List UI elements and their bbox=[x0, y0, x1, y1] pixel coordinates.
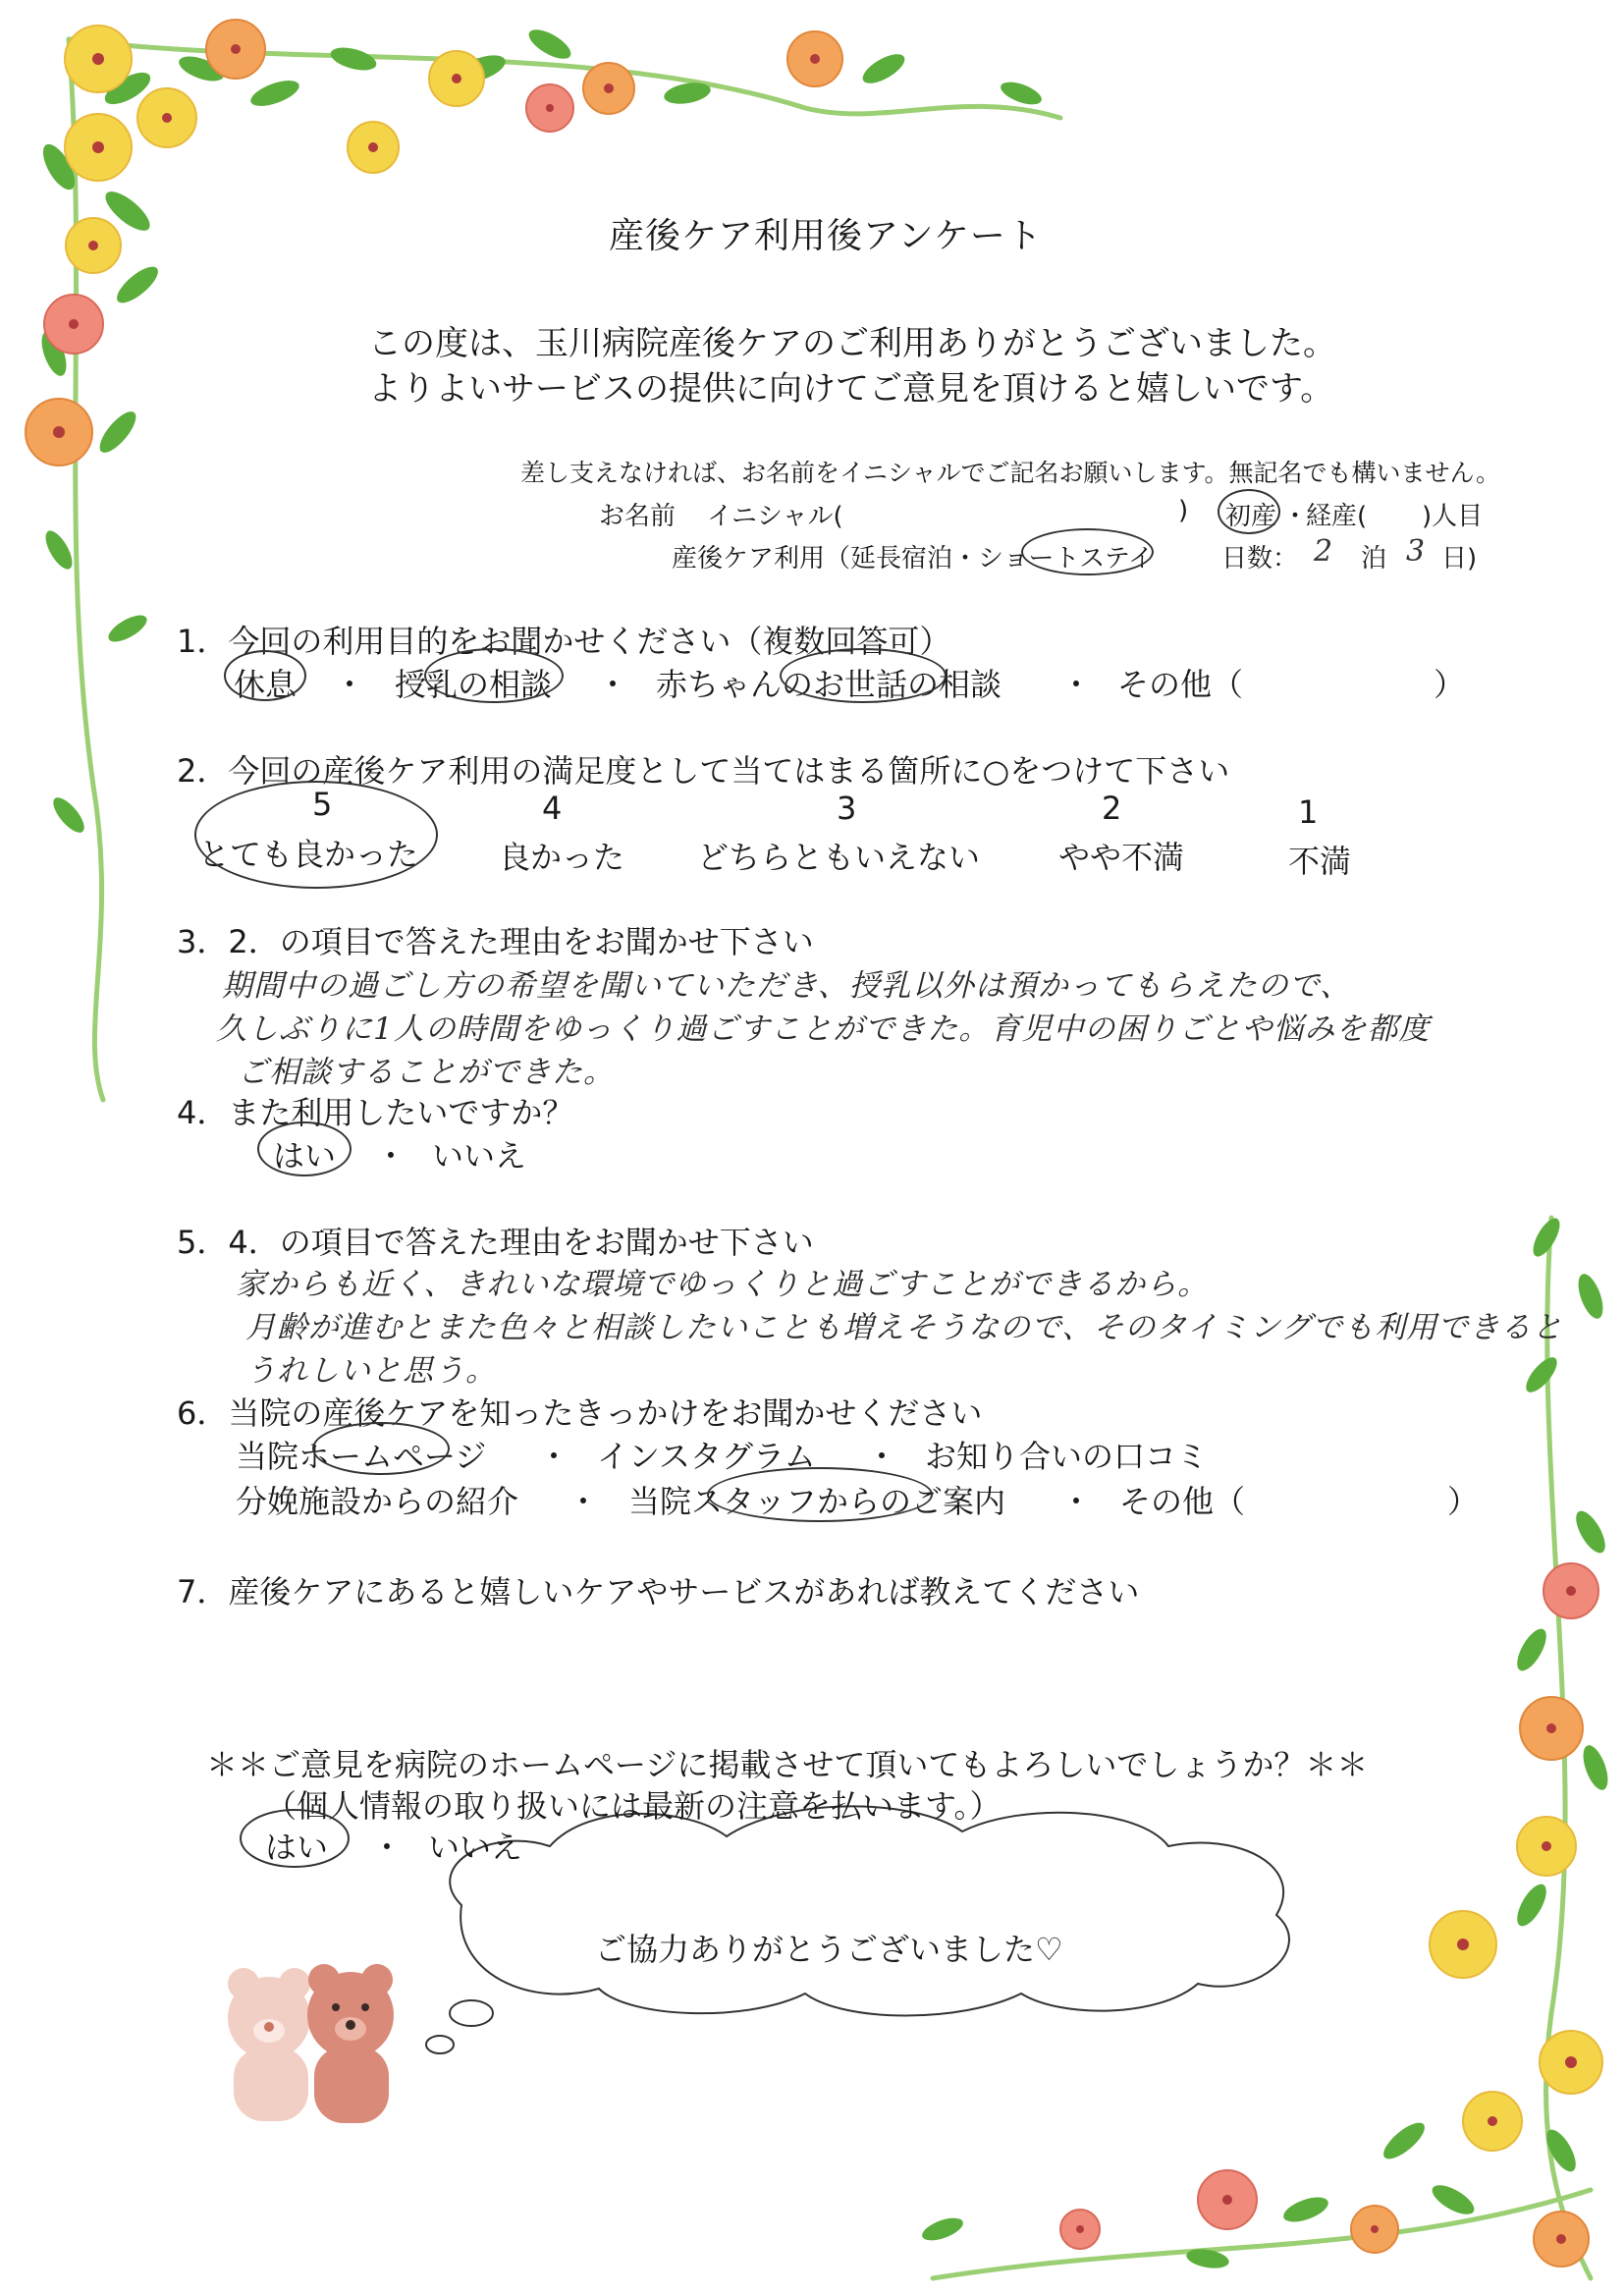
q6-sep-3: ・ bbox=[568, 1483, 600, 1520]
q5-answer-line-2: 月齢が進むとまた色々と相談したいことも増えそうなので、そのタイミングでも利用できると bbox=[245, 1310, 1564, 1345]
q6-option-other[interactable]: その他（ bbox=[1119, 1483, 1246, 1520]
nights-value[interactable]: 2 bbox=[1314, 534, 1333, 569]
days-value[interactable]: 3 bbox=[1406, 534, 1426, 569]
initial-label: イニシャル( bbox=[707, 502, 843, 531]
q2-text-4[interactable]: 良かった bbox=[499, 839, 625, 876]
q1-option-baby-care[interactable]: 赤ちゃんのお世話の相談 bbox=[656, 666, 1002, 703]
q6-sep-4: ・ bbox=[1060, 1483, 1093, 1520]
multi-birth-option[interactable]: 経産( bbox=[1306, 502, 1368, 531]
intro-line-1: この度は、玉川病院産後ケアのご利用ありがとうございました。 bbox=[368, 324, 1336, 363]
usage-label: 産後ケア利用（延長宿泊・ショートステイ bbox=[672, 544, 1154, 574]
publish-no-option[interactable]: いいえ bbox=[428, 1829, 523, 1866]
name-label: お名前 bbox=[599, 502, 677, 531]
q6-homepage-circle bbox=[312, 1422, 450, 1475]
q5-answer-line-1: 家からも近く、きれいな環境でゆっくりと過ごすことができるから。 bbox=[236, 1267, 1210, 1302]
publish-sep: ・ bbox=[371, 1829, 404, 1866]
q6-option-instagram[interactable]: インスタグラム bbox=[597, 1438, 816, 1475]
q2-num-1: 1 bbox=[1298, 793, 1319, 831]
q6-option-homepage[interactable]: 当院ホームページ bbox=[236, 1438, 487, 1475]
q1-baby-care-circle bbox=[780, 648, 947, 703]
q3-answer-line-2: 久しぶりに1人の時間をゆっくり過ごすことができた。育児中の困りごとや悩みを都度 bbox=[216, 1011, 1431, 1047]
first-birth-option[interactable]: 初産 bbox=[1225, 502, 1277, 531]
q6-sep-2: ・ bbox=[866, 1438, 898, 1475]
q2-num-5: 5 bbox=[312, 786, 333, 823]
publish-yes-option[interactable]: はい bbox=[265, 1829, 329, 1866]
thanks-message: ご協力ありがとうございました♡ bbox=[595, 1931, 1063, 1968]
name-sep: ・ bbox=[1282, 502, 1309, 531]
q6-option-delivery-facility[interactable]: 分娩施設からの紹介 bbox=[236, 1483, 519, 1520]
q4-yes-circle bbox=[257, 1121, 352, 1176]
q6-label: 6．当院の産後ケアを知ったきっかけをお聞かせください bbox=[177, 1394, 983, 1432]
q2-label: 2．今回の産後ケア利用の満足度として当てはまる箇所に○をつけて下さい bbox=[177, 752, 1230, 790]
publish-question: ＊＊ご意見を病院のホームページに掲載させて頂いてもよろしいでしょうか？＊＊ bbox=[206, 1746, 1369, 1783]
q3-answer-line-3: ご相談することができた。 bbox=[238, 1055, 615, 1090]
q6-sep-1: ・ bbox=[538, 1438, 570, 1475]
q7-label: 7．産後ケアにあると嬉しいケアやサービスがあれば教えてください bbox=[177, 1573, 1140, 1611]
q1-feeding-circle bbox=[424, 648, 564, 703]
q2-text-5[interactable]: とても良かった bbox=[198, 836, 419, 873]
q2-num-3: 3 bbox=[837, 790, 857, 827]
q3-label: 3．2．の項目で答えた理由をお聞かせ下さい bbox=[177, 923, 814, 960]
q1-rest-circle bbox=[224, 650, 306, 701]
first-birth-circle bbox=[1218, 489, 1280, 534]
q4-label: 4．また利用したいですか？ bbox=[177, 1094, 574, 1131]
q1-sep-3: ・ bbox=[1060, 666, 1093, 703]
q4-sep: ・ bbox=[375, 1137, 407, 1175]
q1-option-other[interactable]: その他（ bbox=[1117, 666, 1244, 703]
page-title: 産後ケア利用後アンケート bbox=[609, 216, 1043, 256]
q5-answer-line-3: うれしいと思う。 bbox=[245, 1353, 497, 1389]
q4-no-option[interactable]: いいえ bbox=[432, 1137, 527, 1175]
q2-num-4: 4 bbox=[542, 790, 563, 827]
short-stay-circle bbox=[1021, 528, 1154, 575]
q6-other-close: ） bbox=[1447, 1483, 1480, 1520]
bear-illustration bbox=[228, 1964, 394, 2123]
q2-num-2: 2 bbox=[1102, 790, 1122, 827]
q5-label: 5．4．の項目で答えた理由をお聞かせ下さい bbox=[177, 1224, 814, 1261]
q2-text-3[interactable]: どちらともいえない bbox=[697, 839, 981, 876]
q3-answer-line-1: 期間中の過ごし方の希望を聞いていただき、授乳以外は預かってもらえたので、 bbox=[222, 968, 1352, 1004]
name-note: 差し支えなければ、お名前をイニシャルでご記名お願いします。無記名でも構いません。 bbox=[520, 459, 1501, 487]
intro-line-2: よりよいサービスの提供に向けてご意見を頂けると嬉しいです。 bbox=[368, 369, 1334, 409]
q1-sep-1: ・ bbox=[334, 666, 366, 703]
q2-text-2[interactable]: やや不満 bbox=[1058, 839, 1185, 876]
q1-label: 1．今回の利用目的をお聞かせください（複数回答可） bbox=[177, 623, 951, 660]
q1-option-rest[interactable]: 休息 bbox=[234, 666, 298, 703]
times-suffix: )人目 bbox=[1422, 502, 1484, 531]
q1-other-close: ） bbox=[1434, 666, 1466, 703]
publish-note: （個人情報の取り扱いには最新の注意を払います。） bbox=[265, 1787, 1001, 1825]
q2-text-1[interactable]: 不満 bbox=[1288, 843, 1352, 880]
thought-bubble bbox=[450, 1806, 1289, 2015]
q1-sep-2: ・ bbox=[597, 666, 629, 703]
q4-yes-option[interactable]: はい bbox=[273, 1137, 337, 1175]
q6-option-staff[interactable]: 当院スタッフからのご案内 bbox=[628, 1483, 1006, 1520]
q2-selected-circle bbox=[194, 781, 438, 889]
days-unit: 日) bbox=[1441, 544, 1478, 574]
nights-unit: 泊 bbox=[1361, 544, 1387, 574]
q6-option-word-of-mouth[interactable]: お知り合いの口コミ bbox=[925, 1438, 1209, 1475]
days-label: 日数： bbox=[1221, 544, 1299, 574]
q1-option-feeding[interactable]: 授乳の相談 bbox=[395, 666, 553, 703]
publish-yes-circle bbox=[240, 1809, 350, 1868]
q6-staff-circle bbox=[707, 1467, 933, 1522]
initial-close: ) bbox=[1178, 496, 1189, 525]
